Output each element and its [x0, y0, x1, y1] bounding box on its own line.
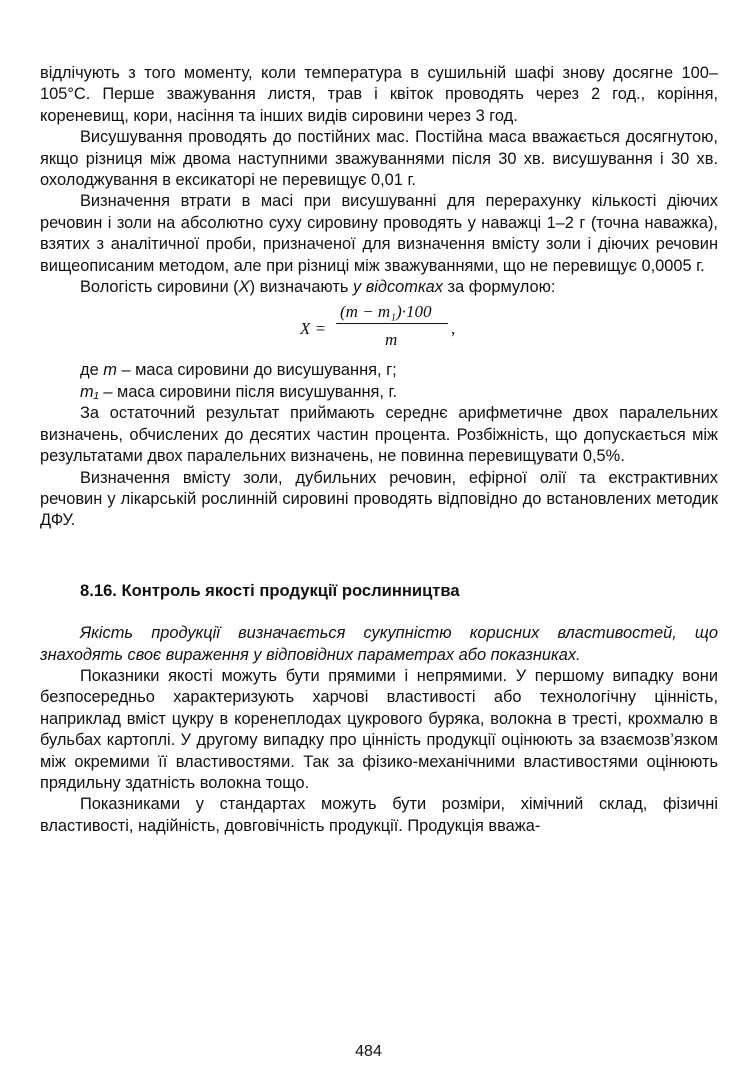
paragraph-quality-definition: Якість продукції визначається сукупністю корисних властивостей, що знаходять своє вираження у відповідних параметрах або показниках. [40, 624, 718, 664]
paragraph-quality-indicators: Показники якості можуть бути прямими і непрямими. У першому випадку вони безпосередньо характеризують харчові властивості або технологічну цінність, наприклад вміст цукру в коренеплодах цукрового буряка, волокна в тресті, крохмалю в бульбах картоплі. У другому випадку про цінність продукції оцінюють за взаємозв’язком між окремими її властивостями. Так за фізико-механічними властивостями оцінюють прядильну здатність волокна тощо. [40, 666, 718, 792]
paragraph-moisture-intro: Вологість сировини (X) визначають у відсотках за формулою: [80, 278, 556, 297]
section-heading: 8.16. Контроль якості продукції рослинництва [80, 580, 460, 600]
definition-m1: m₁ – маса сировини після висушування, г. [80, 382, 398, 401]
moisture-formula [40, 298, 718, 360]
formula-denominator: m [385, 330, 398, 350]
formula-fraction-bar [336, 323, 448, 324]
paragraph-constant-mass: Висушування проводять до постійних мас. Постійна маса вважається досягнутою, якщо різниця між двома наступними зважуваннями після 30 хв. висушування і 30 хв. охолоджування в ексикаторі не перевищує 0,01 г. [40, 128, 718, 190]
definition-m: де m – маса сировини до висушування, г; [80, 361, 397, 380]
formula-lhs: X = [300, 319, 327, 339]
paragraph-ash-content: Визначення вмісту золи, дубильних речовин, ефірної олії та екстрактивних речовин у лікарській рослинній сировині проводять відповідно до встановлених методик ДФУ. [40, 468, 718, 530]
formula-numerator: (m − m₁)·100 [340, 302, 432, 322]
page-number: 484 [355, 1043, 382, 1060]
paragraph-final-result: За остаточний результат приймають середнє арифметичне двох паралельних визначень, обчислених до десятих частин процента. Розбіжність, що допускається між результатами двох паралельних визначень, не повинна перевищувати 0,5%. [40, 404, 718, 466]
paragraph-drying-start: відлічують з того моменту, коли температура в сушильній шафі знову досягне 100–105°С. Перше зважування листя, трав і квіток проводять через 2 год., коріння, кореневищ, кори, насіння та інших видів сировини через 3 год. [40, 64, 718, 125]
formula-comma: , [451, 319, 456, 339]
paragraph-mass-loss: Визначення втрати в масі при висушуванні для перерахунку кількості діючих речовин і золи на абсолютно суху сировину проводять у наважці 1–2 г (точна наважка), взятих з аналітичної проби, призначеної для визначення вмісту золи і діючих речовин вищеописаним методом, але при різниці між зважуваннями, що не перевищує 0,0005 г. [40, 192, 718, 275]
page-body [40, 63, 718, 837]
heading-gap [40, 601, 718, 623]
paragraph-standard-indicators: Показниками у стандартах можуть бути розміри, хімічний склад, фізичні властивості, надійність, довговічність продукції. Продукція вважа- [40, 795, 718, 835]
